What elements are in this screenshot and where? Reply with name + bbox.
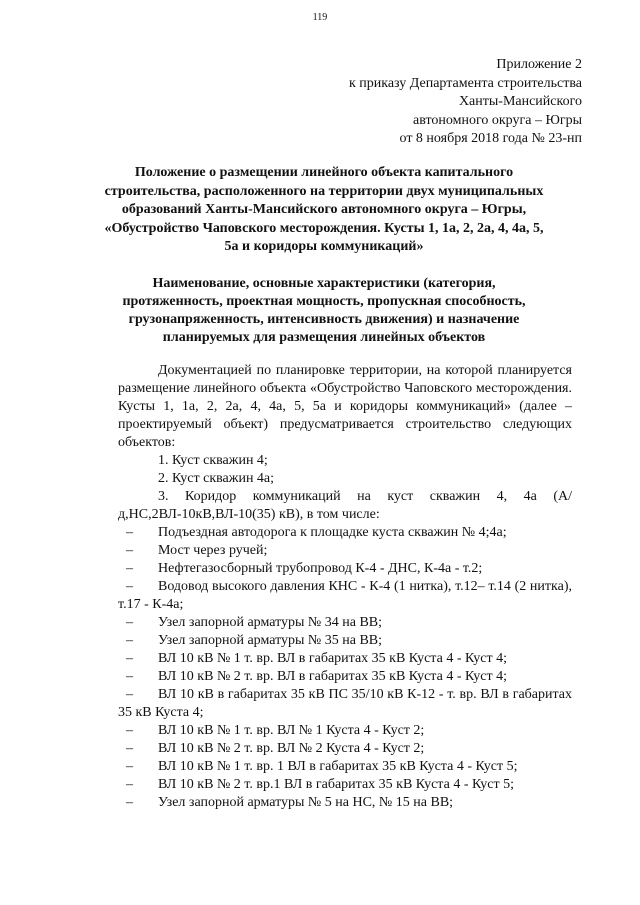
section-title-line: грузонапряженность, интенсивность движения) и назначение [128, 312, 520, 327]
section-title-line: Наименование, основные характеристики (категория, [152, 276, 496, 291]
list-item-text: Водовод высокого давления КНС - К-4 (1 нитка), т.12– т.14 (2 нитка), т.17 - К-4а; [118, 579, 572, 612]
list-item [118, 542, 572, 560]
list-item [118, 524, 572, 542]
numbered-item: 2. Куст скважин 4а; [158, 471, 275, 486]
list-item [118, 560, 572, 578]
intro-paragraph: Документацией по планировке территории, на которой планируется размещение линейного объекта «Обустройство Чаповского месторождения. Кусты 1, 1а, 2, 2а, 4, 4а, 5, 5а и коридоры коммуникаций» (далее – проектируемый объект) предусматривается строительство следующих объектов: [118, 363, 572, 450]
dash-bullet: – [126, 525, 133, 540]
title-line: 5а и коридоры коммуникаций» [224, 239, 424, 254]
appendix-block [349, 56, 582, 149]
title-line: строительства, расположенного на территории двух муниципальных [104, 183, 544, 199]
list-item-text: ВЛ 10 кВ № 1 т. вр. ВЛ № 1 Куста 4 - Куст 2; [158, 723, 425, 738]
appendix-line: Приложение 2 [496, 57, 582, 72]
page-number: 119 [312, 12, 328, 23]
list-item-text: ВЛ 10 кВ № 1 т. вр. 1 ВЛ в габаритах 35 кВ Куста 4 - Куст 5; [158, 759, 518, 774]
list-item-text: Узел запорной арматуры № 35 на ВВ; [158, 633, 383, 648]
section-title [82, 275, 566, 347]
title-line: образований Ханты-Мансийского автономного округа – Югры, [121, 202, 527, 217]
list-item-text: Мост через ручей; [158, 543, 268, 558]
dash-bullet: – [126, 561, 133, 576]
section-title-line: планируемых для размещения линейных объектов [162, 330, 486, 345]
list-item [118, 758, 572, 776]
appendix-line: автономного округа – Югры [413, 112, 582, 128]
dash-bullet: – [126, 687, 133, 702]
list-item [118, 650, 572, 668]
dash-bullet: – [126, 669, 133, 684]
dash-bullet: – [126, 795, 133, 810]
list-item [118, 632, 572, 650]
list-item [118, 722, 572, 740]
appendix-line: от 8 ноября 2018 года № 23-нп [399, 131, 582, 146]
list-item [118, 614, 572, 632]
appendix-line: к приказу Департамента строительства [348, 75, 582, 91]
list-item [118, 776, 572, 794]
title-line: Положение о размещении линейного объекта капитального [134, 165, 514, 180]
list-item-text: Подъездная автодорога к площадке куста скважин № 4;4а; [158, 525, 507, 540]
section-title-line: протяженность, проектная мощность, пропускная способность, [122, 294, 526, 309]
list-item-text: Нефтегазосборный трубопровод К-4 - ДНС, К-4а - т.2; [158, 561, 483, 576]
numbered-item: 3. Коридор коммуникаций на куст скважин 4, 4а (А/д,НС,2ВЛ-10кВ,ВЛ-10(35) кВ), в том числе: [118, 489, 572, 522]
dash-bullet: – [126, 777, 133, 792]
dash-bullet: – [126, 543, 133, 558]
dash-bullet: – [126, 579, 133, 594]
list-item-text: ВЛ 10 кВ в габаритах 35 кВ ПС 35/10 кВ К-12 - т. вр. ВЛ в габаритах 35 кВ Куста 4; [118, 687, 572, 720]
list-item-text: Узел запорной арматуры № 5 на НС, № 15 на ВВ; [158, 795, 454, 810]
list-item [118, 686, 572, 722]
numbered-item: 1. Куст скважин 4; [158, 453, 268, 468]
document-body [118, 362, 572, 812]
list-item [118, 668, 572, 686]
dash-bullet: – [126, 723, 133, 738]
list-item-text: ВЛ 10 кВ № 2 т. вр. ВЛ в габаритах 35 кВ Куста 4 - Куст 4; [158, 669, 507, 684]
dash-bullet: – [126, 759, 133, 774]
dash-bullet: – [126, 741, 133, 756]
appendix-line: Ханты-Мансийского [458, 94, 582, 109]
title-line: «Обустройство Чаповского месторождения. Кусты 1, 1а, 2, 2а, 4, 4а, 5, [104, 220, 544, 236]
list-item-text: Узел запорной арматуры № 34 на ВВ; [158, 615, 383, 630]
list-item [118, 794, 572, 812]
document-title [72, 164, 576, 257]
list-item-text: ВЛ 10 кВ № 1 т. вр. ВЛ в габаритах 35 кВ Куста 4 - Куст 4; [158, 651, 507, 666]
list-item-text: ВЛ 10 кВ № 2 т. вр.1 ВЛ в габаритах 35 кВ Куста 4 - Куст 5; [158, 777, 514, 792]
dash-bullet: – [126, 651, 133, 666]
list-item-text: ВЛ 10 кВ № 2 т. вр. ВЛ № 2 Куста 4 - Куст 2; [158, 741, 425, 756]
dash-bullet: – [126, 615, 133, 630]
dash-bullet: – [126, 633, 133, 648]
list-item [118, 578, 572, 614]
list-item [118, 740, 572, 758]
